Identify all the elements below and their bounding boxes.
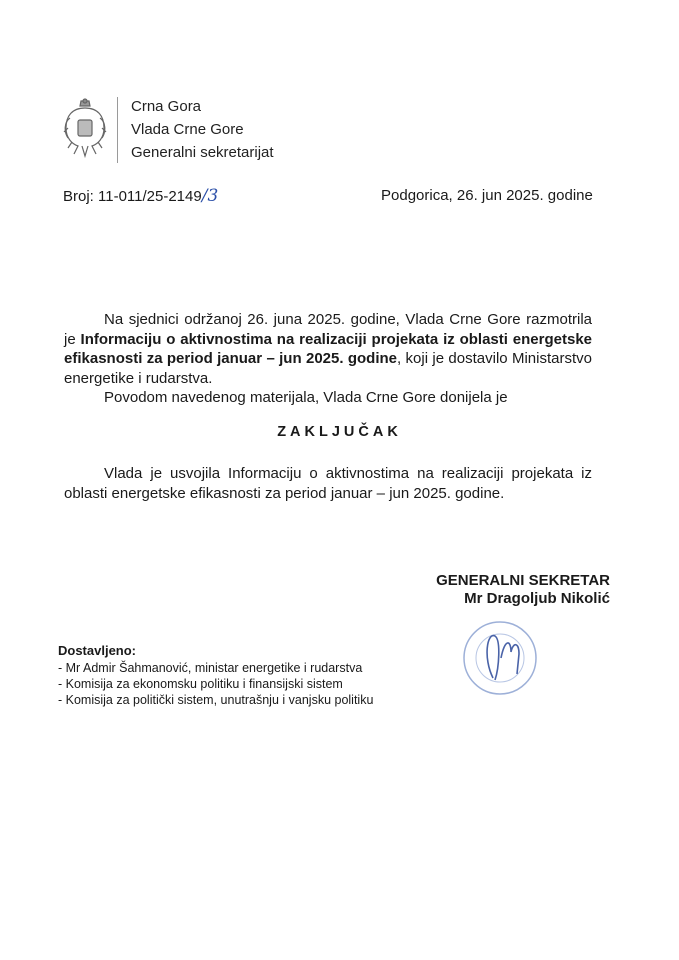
distribution-item: - Komisija za politički sistem, unutrašnju i vanjsku politiku bbox=[58, 693, 374, 707]
handwritten-suffix: /3 bbox=[201, 186, 219, 206]
place-date: Podgorica, 26. jun 2025. godine bbox=[381, 187, 593, 204]
reference-number: Broj: 11-011/25-2149/3 bbox=[63, 186, 219, 206]
paragraph-session: Na sjednici održanoj 26. juna 2025. godine, Vlada Crne Gore razmotrila je Informaciju o aktivnostima na realizaciji projekata iz oblasti energetske efikasnosti za period januar – jun 2025. godine, koji je dostavilo Ministarstvo energetike i rudarstva. bbox=[64, 311, 592, 387]
distribution-item: - Mr Admir Šahmanović, ministar energetike i rudarstva bbox=[58, 661, 363, 675]
distribution-label: Dostavljeno: bbox=[58, 643, 137, 658]
header-divider bbox=[117, 97, 118, 163]
official-stamp-icon bbox=[455, 618, 545, 698]
header-country: Crna Gora bbox=[131, 98, 202, 115]
signature-name: Mr Dragoljub Nikolić bbox=[464, 590, 610, 607]
header-government: Vlada Crne Gore bbox=[131, 121, 244, 138]
paragraph-conclusion: Vlada je usvojila Informaciju o aktivnostima na realizaciji projekata iz oblasti energetske efikasnosti za period januar – jun 2025. godine. bbox=[64, 465, 592, 502]
signature-title: GENERALNI SEKRETAR bbox=[436, 572, 610, 589]
conclusion-heading: ZAKLJUČAK bbox=[277, 424, 402, 440]
information-title: Informaciju o aktivnostima na realizaciji projekata iz oblasti energetske efikasnosti za period januar – jun 2025. godine bbox=[64, 330, 592, 367]
distribution-item: - Komisija za ekonomsku politiku i finansijski sistem bbox=[58, 677, 343, 691]
header-secretariat: Generalni sekretarijat bbox=[131, 144, 274, 161]
paragraph-decision-intro: Povodom navedenog materijala, Vlada Crne Gore donijela je bbox=[104, 389, 508, 406]
coat-of-arms-icon bbox=[62, 98, 108, 160]
